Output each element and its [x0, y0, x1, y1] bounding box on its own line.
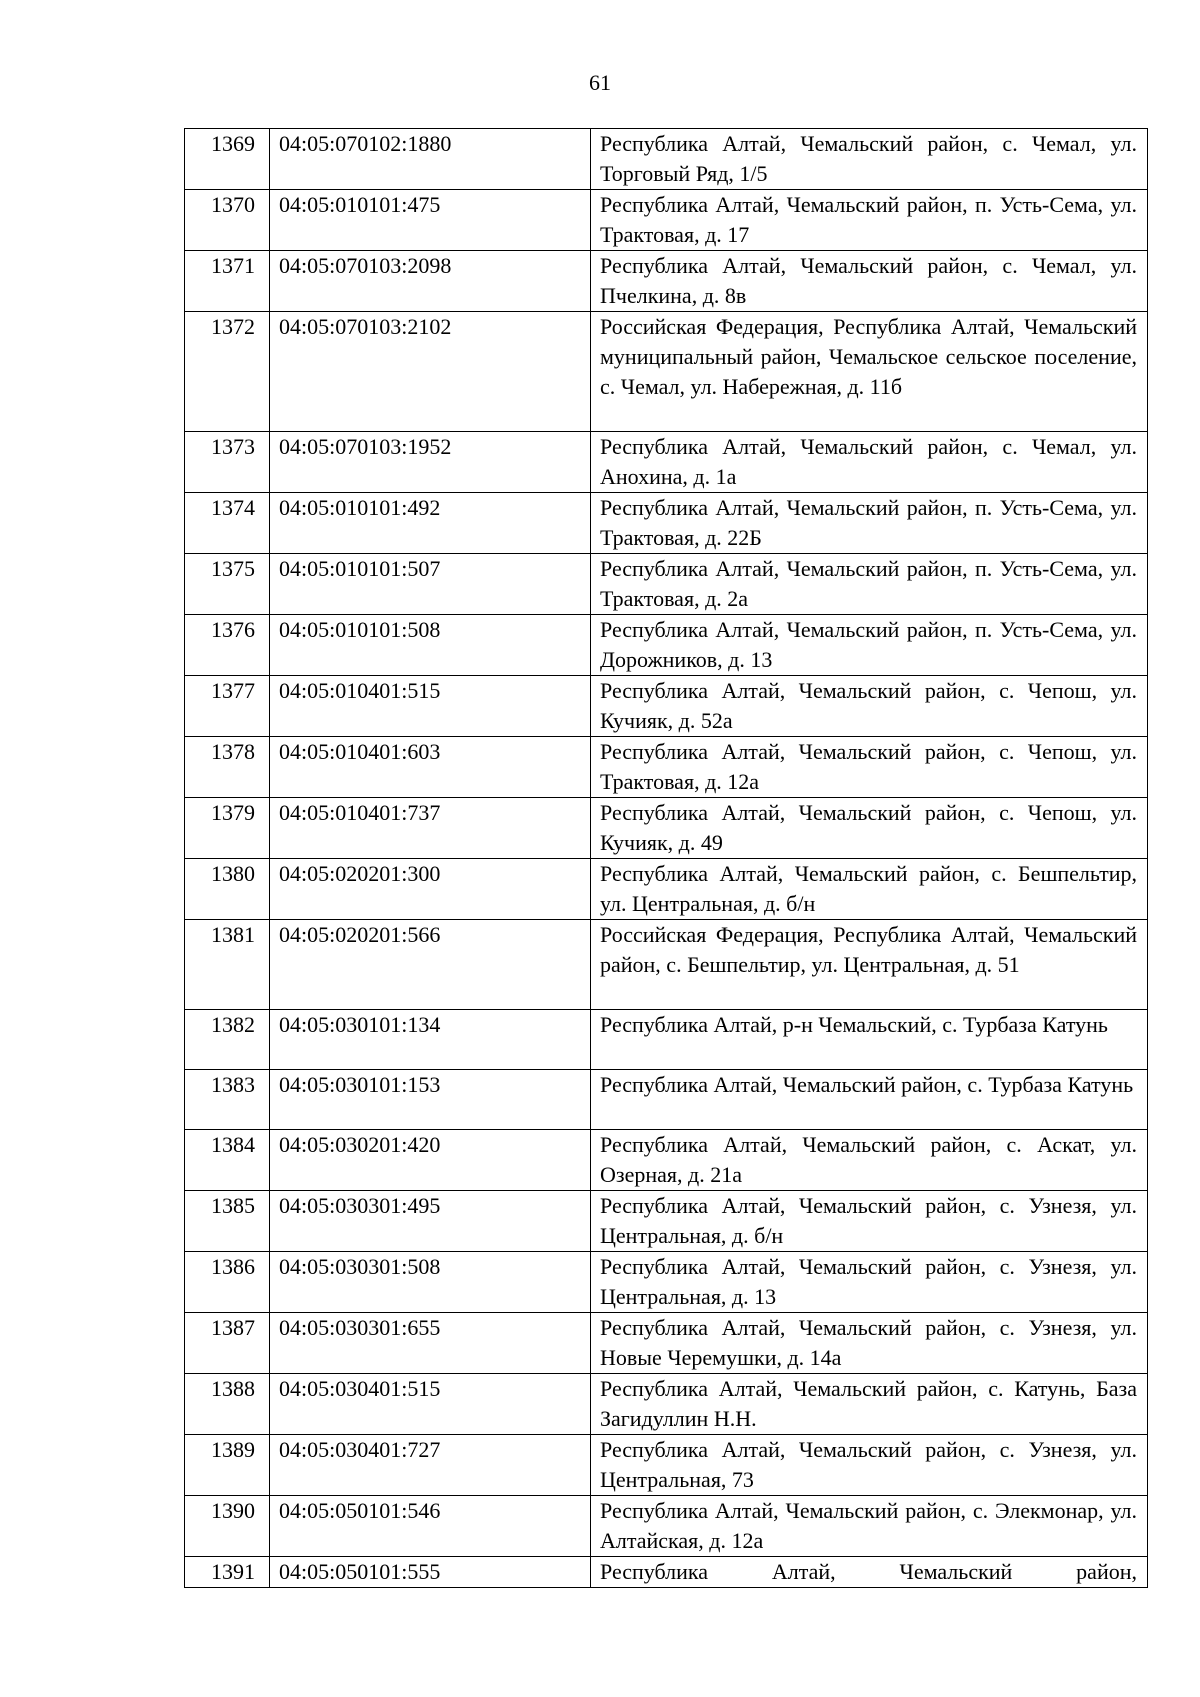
- row-number: 1379: [185, 798, 270, 859]
- table-row: [185, 1374, 1148, 1435]
- page-number: 61: [589, 70, 611, 95]
- cadastral-number: 04:05:030201:420: [270, 1130, 591, 1191]
- address: Республика Алтай, Чемальский район, с. Чепош, ул. Кучияк, д. 49: [591, 798, 1148, 859]
- table-row: [185, 129, 1148, 190]
- address: Республика Алтай, Чемальский район, с. Чепош, ул. Трактовая, д. 12а: [591, 737, 1148, 798]
- table-row: [185, 1557, 1148, 1588]
- address: Республика Алтай, Чемальский район, п. Усть-Сема, ул. Трактовая, д. 2а: [591, 554, 1148, 615]
- address: Российская Федерация, Республика Алтай, Чемальский район, с. Бешпельтир, ул. Центральная, д. 51: [591, 920, 1148, 1010]
- table-row: [185, 1130, 1148, 1191]
- table-row: [185, 676, 1148, 737]
- cadastral-number: 04:05:070102:1880: [270, 129, 591, 190]
- row-number: 1386: [185, 1252, 270, 1313]
- cadastral-number: 04:05:030301:655: [270, 1313, 591, 1374]
- address: Республика Алтай, Чемальский район, с. Чемал, ул. Торговый Ряд, 1/5: [591, 129, 1148, 190]
- address: Республика Алтай, Чемальский район, с. Узнезя, ул. Центральная, 73: [591, 1435, 1148, 1496]
- row-number: 1374: [185, 493, 270, 554]
- table-row: [185, 1010, 1148, 1070]
- row-number: 1376: [185, 615, 270, 676]
- table-row: [185, 1435, 1148, 1496]
- row-number: 1384: [185, 1130, 270, 1191]
- table-row: [185, 1252, 1148, 1313]
- row-number: 1369: [185, 129, 270, 190]
- registry-table: [184, 128, 1148, 1588]
- row-number: 1389: [185, 1435, 270, 1496]
- address: Республика Алтай, Чемальский район, с. Узнезя, ул. Новые Черемушки, д. 14а: [591, 1313, 1148, 1374]
- cadastral-number: 04:05:010401:737: [270, 798, 591, 859]
- table-row: [185, 920, 1148, 1010]
- address: Республика Алтай, Чемальский район, с. Чепош, ул. Кучияк, д. 52а: [591, 676, 1148, 737]
- table-row: [185, 1496, 1148, 1557]
- row-number: 1383: [185, 1070, 270, 1130]
- table-row: [185, 1313, 1148, 1374]
- address: Республика Алтай, Чемальский район, с. Турбаза Катунь: [591, 1070, 1148, 1130]
- cadastral-number: 04:05:010101:492: [270, 493, 591, 554]
- cadastral-number: 04:05:030401:727: [270, 1435, 591, 1496]
- row-number: 1388: [185, 1374, 270, 1435]
- address: Российская Федерация, Республика Алтай, Чемальский муниципальный район, Чемальское сельское поселение, с. Чемал, ул. Набережная, д. 11б: [591, 312, 1148, 432]
- row-number: 1381: [185, 920, 270, 1010]
- cadastral-number: 04:05:030301:495: [270, 1191, 591, 1252]
- row-number: 1372: [185, 312, 270, 432]
- cadastral-number: 04:05:020201:300: [270, 859, 591, 920]
- row-number: 1370: [185, 190, 270, 251]
- row-number: 1380: [185, 859, 270, 920]
- table-row: [185, 1070, 1148, 1130]
- row-number: 1385: [185, 1191, 270, 1252]
- cadastral-number: 04:05:070103:2102: [270, 312, 591, 432]
- row-number: 1375: [185, 554, 270, 615]
- row-number: 1377: [185, 676, 270, 737]
- address: Республика Алтай, Чемальский район, п. Усть-Сема, ул. Трактовая, д. 17: [591, 190, 1148, 251]
- address: Республика Алтай, Чемальский район, п. Усть-Сема, ул. Трактовая, д. 22Б: [591, 493, 1148, 554]
- table-row: [185, 190, 1148, 251]
- address: Республика Алтай, Чемальский район, с. Аскат, ул. Озерная, д. 21а: [591, 1130, 1148, 1191]
- row-number: 1382: [185, 1010, 270, 1070]
- table-row: [185, 798, 1148, 859]
- cadastral-number: 04:05:020201:566: [270, 920, 591, 1010]
- table-row: [185, 493, 1148, 554]
- cadastral-number: 04:05:010401:515: [270, 676, 591, 737]
- row-number: 1371: [185, 251, 270, 312]
- cadastral-number: 04:05:050101:555: [270, 1557, 591, 1588]
- table-row: [185, 554, 1148, 615]
- cadastral-number: 04:05:030101:134: [270, 1010, 591, 1070]
- cadastral-number: 04:05:010401:603: [270, 737, 591, 798]
- address: Республика Алтай, Чемальский район, п. Усть-Сема, ул. Дорожников, д. 13: [591, 615, 1148, 676]
- address: Республика Алтай, Чемальский район, с. Катунь, База Загидуллин Н.Н.: [591, 1374, 1148, 1435]
- address: Республика Алтай, Чемальский район, с. Чемал, ул. Анохина, д. 1а: [591, 432, 1148, 493]
- cadastral-number: 04:05:070103:1952: [270, 432, 591, 493]
- cadastral-number: 04:05:030301:508: [270, 1252, 591, 1313]
- table-row: [185, 859, 1148, 920]
- row-number: 1378: [185, 737, 270, 798]
- cadastral-number: 04:05:010101:475: [270, 190, 591, 251]
- row-number: 1373: [185, 432, 270, 493]
- address: Республика Алтай, Чемальский район, с. Бешпельтир, ул. Центральная, д. б/н: [591, 859, 1148, 920]
- cadastral-number: 04:05:070103:2098: [270, 251, 591, 312]
- table-row: [185, 251, 1148, 312]
- cadastral-number: 04:05:030401:515: [270, 1374, 591, 1435]
- row-number: 1390: [185, 1496, 270, 1557]
- address: Республика Алтай, р-н Чемальский, с. Турбаза Катунь: [591, 1010, 1148, 1070]
- address: Республика Алтай, Чемальский район, с. Узнезя, ул. Центральная, д. 13: [591, 1252, 1148, 1313]
- table-row: [185, 615, 1148, 676]
- table-row: [185, 312, 1148, 432]
- cadastral-number: 04:05:030101:153: [270, 1070, 591, 1130]
- row-number: 1387: [185, 1313, 270, 1374]
- address: Республика Алтай, Чемальский район, с. Элекмонар, ул. Алтайская, д. 12а: [591, 1496, 1148, 1557]
- address: Республика Алтай, Чемальский район,: [591, 1557, 1148, 1588]
- cadastral-number: 04:05:010101:508: [270, 615, 591, 676]
- table-row: [185, 1191, 1148, 1252]
- table-row: [185, 432, 1148, 493]
- address: Республика Алтай, Чемальский район, с. Узнезя, ул. Центральная, д. б/н: [591, 1191, 1148, 1252]
- table-row: [185, 737, 1148, 798]
- cadastral-number: 04:05:050101:546: [270, 1496, 591, 1557]
- registry-table-body: [185, 129, 1148, 1588]
- cadastral-number: 04:05:010101:507: [270, 554, 591, 615]
- address: Республика Алтай, Чемальский район, с. Чемал, ул. Пчелкина, д. 8в: [591, 251, 1148, 312]
- row-number: 1391: [185, 1557, 270, 1588]
